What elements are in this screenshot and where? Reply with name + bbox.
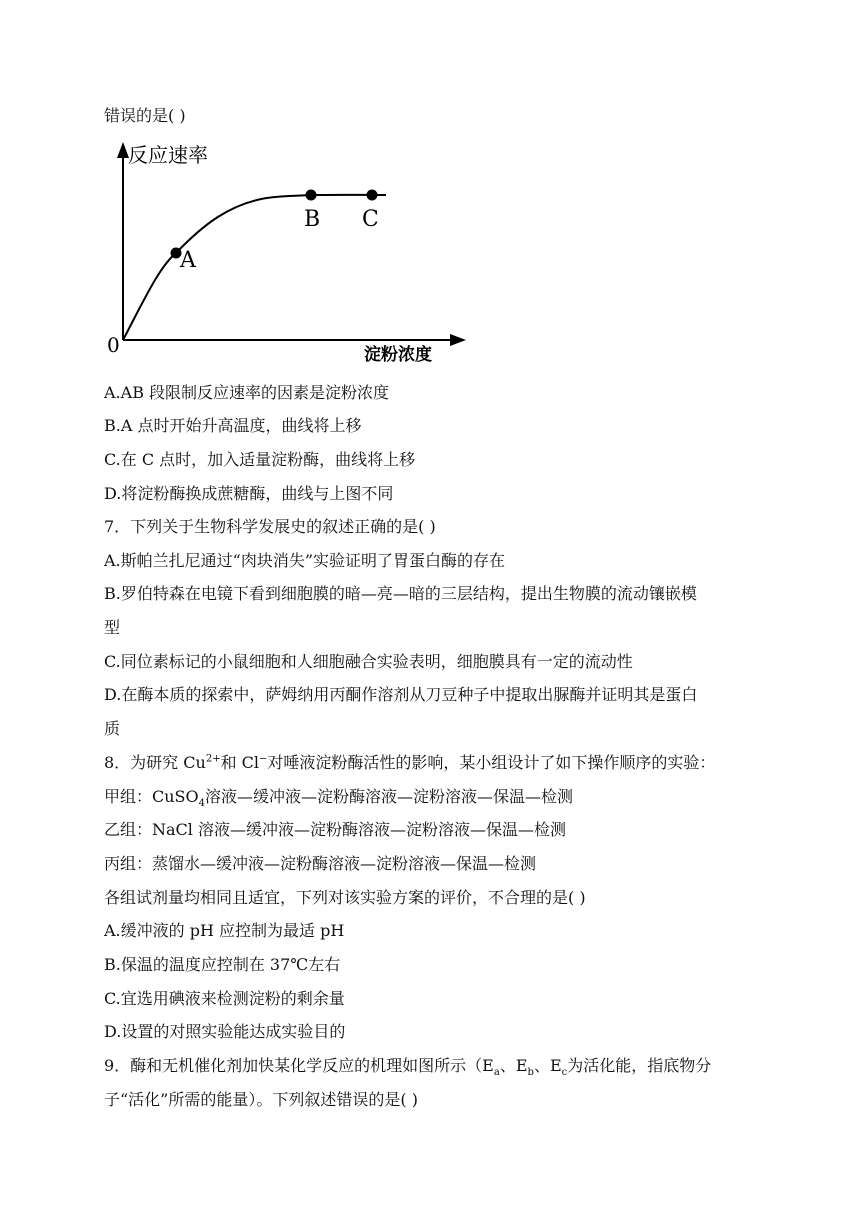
- q6-option-b: B.A 点时开始升高温度，曲线将上移: [104, 416, 362, 435]
- q9-subscript: b: [527, 1067, 534, 1079]
- reaction-rate-chart: [100, 138, 480, 370]
- q8-stem-part: 8．为研究 Cu: [104, 753, 206, 772]
- q8-stem-part: 和 Cl: [220, 753, 260, 772]
- rate-curve: [123, 195, 386, 340]
- question-6-stem-tail: 错误的是( ): [104, 106, 186, 125]
- q9-stem-part: 为活化能，指底物分: [567, 1056, 712, 1075]
- q8-stem-2: 各组试剂量均相同且适宜，下列对该实验方案的评价，不合理的是( ): [104, 888, 586, 907]
- q7-option-a: A.斯帕兰扎尼通过“肉块消失”实验证明了胃蛋白酶的存在: [104, 551, 506, 570]
- q9-subscript: a: [493, 1067, 500, 1079]
- q8-group-yi: 乙组：NaCl 溶液—缓冲液—淀粉酶溶液—淀粉溶液—保温—检测: [104, 820, 566, 839]
- q7-option-b: B.罗伯特森在电镜下看到细胞膜的暗—亮—暗的三层结构，提出生物膜的流动镶嵌模: [104, 584, 697, 603]
- q8-group-bing: 丙组：蒸馏水—缓冲液—淀粉酶溶液—淀粉溶液—保温—检测: [104, 854, 537, 873]
- q8-stem: [104, 753, 715, 773]
- q9-stem-part: 、E: [533, 1056, 562, 1075]
- q9-subscript: c: [561, 1067, 568, 1079]
- point-c-marker: [367, 190, 378, 201]
- q7-option-c: C.同位素标记的小鼠细胞和人细胞融合实验表明，细胞膜具有一定的流动性: [104, 652, 633, 671]
- x-axis-arrow: [450, 334, 466, 346]
- q8-group-jia-subscript: 4: [198, 798, 206, 810]
- q6-option-c: C.在 C 点时，加入适量淀粉酶，曲线将上移: [104, 450, 416, 469]
- q7-option-b-continued: 型: [104, 618, 121, 637]
- point-c-label: C: [362, 207, 379, 232]
- origin-label: 0: [107, 333, 120, 357]
- q7-option-d-continued: 质: [104, 719, 121, 738]
- reaction-rate-chart-svg: [100, 138, 480, 370]
- q6-option-a: A.AB 段限制反应速率的因素是淀粉浓度: [104, 383, 390, 402]
- q8-option-a: A.缓冲液的 pH 应控制为最适 pH: [104, 921, 345, 940]
- q8-option-d: D.设置的对照实验能达成实验目的: [104, 1022, 346, 1041]
- point-a-label: A: [180, 248, 196, 273]
- q8-option-b: B.保温的温度应控制在 37℃左右: [104, 955, 341, 974]
- q8-stem-superscript: −: [259, 753, 268, 765]
- x-axis-label: 淀粉浓度: [364, 345, 432, 365]
- q9-stem: [104, 1056, 712, 1079]
- q7-option-d: D.在酶本质的探索中，萨姆纳用丙酮作溶剂从刀豆种子中提取出脲酶并证明其是蛋白: [104, 685, 698, 704]
- q8-group-jia: [104, 787, 574, 810]
- point-b-marker: [306, 190, 317, 201]
- q8-group-jia-part: 甲组：CuSO: [104, 787, 199, 806]
- q8-option-c: C.宜选用碘液来检测淀粉的剩余量: [104, 989, 345, 1008]
- q9-stem-part: 9．酶和无机催化剂加快某化学反应的机理如图所示（E: [104, 1056, 494, 1075]
- q8-group-jia-part: 溶液—缓冲液—淀粉酶溶液—淀粉溶液—保温—检测: [205, 787, 574, 806]
- q8-stem-superscript: 2+: [205, 753, 221, 765]
- q8-stem-part: 对唾液淀粉酶活性的影响，某小组设计了如下操作顺序的实验：: [267, 753, 716, 772]
- point-b-label: B: [304, 207, 321, 232]
- q9-stem-part: 、E: [499, 1056, 528, 1075]
- q7-stem: 7．下列关于生物科学发展史的叙述正确的是( ): [104, 517, 436, 536]
- y-axis-label: 反应速率: [128, 143, 208, 167]
- q6-option-d: D.将淀粉酶换成蔗糖酶，曲线与上图不同: [104, 484, 394, 503]
- q9-stem-continued: 子“活化”所需的能量）。下列叙述错误的是( ): [104, 1090, 418, 1109]
